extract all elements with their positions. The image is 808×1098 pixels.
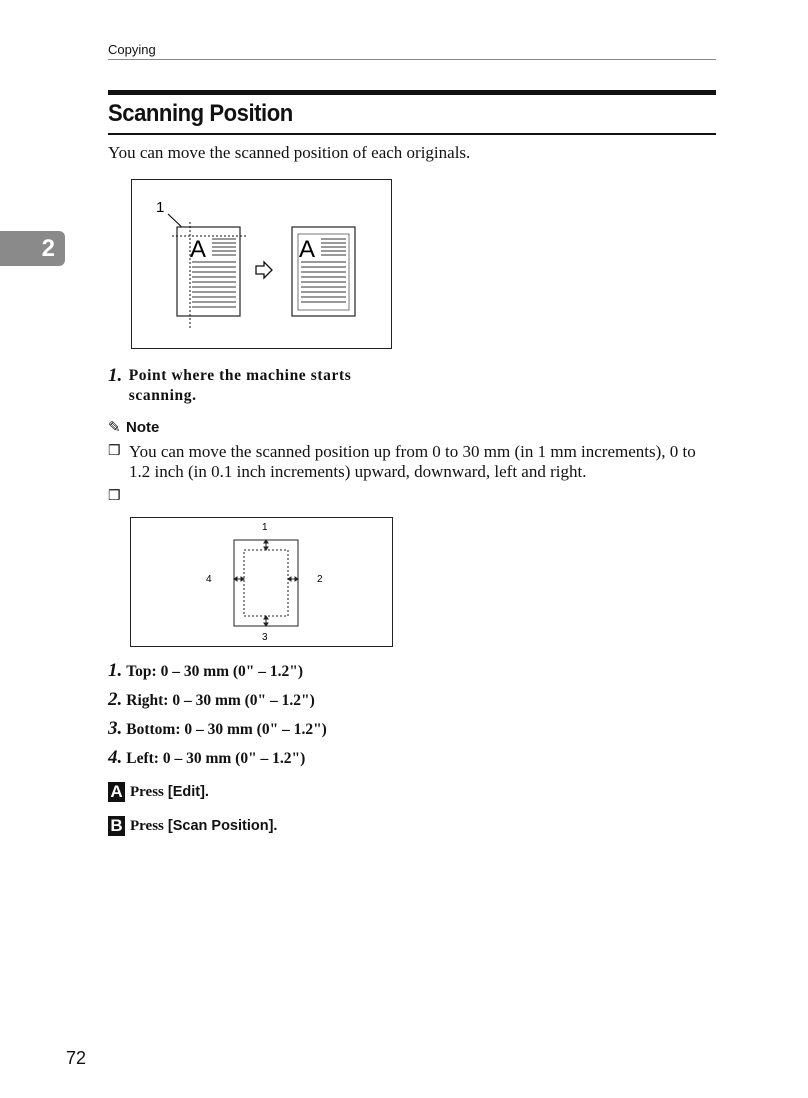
direction-text: Right: 0 – 30 mm (0" – 1.2") bbox=[126, 692, 315, 709]
result-letter: A bbox=[299, 236, 316, 263]
section-title-rule bbox=[108, 133, 716, 135]
page-number: 72 bbox=[66, 1048, 87, 1068]
direction-number: 1. bbox=[108, 660, 123, 681]
fig2-label-top: 1 bbox=[262, 522, 268, 533]
direction-number: 2. bbox=[108, 689, 123, 710]
callout-text: Point where the machine starts scanning. bbox=[128, 367, 352, 404]
callout-number: 1. bbox=[108, 365, 123, 386]
direction-item-right bbox=[108, 689, 315, 711]
direction-number: 4. bbox=[108, 747, 123, 768]
section-top-rule bbox=[108, 90, 716, 95]
scan-start-figure bbox=[131, 179, 392, 349]
scan-margin-figure bbox=[130, 517, 393, 647]
header-divider bbox=[108, 59, 716, 60]
note-heading-label: Note bbox=[126, 419, 160, 436]
direction-text: Top: 0 – 30 mm (0" – 1.2") bbox=[126, 663, 304, 680]
step-text: Press bbox=[130, 817, 164, 834]
right-arrow-icon bbox=[256, 262, 272, 278]
checkbox-bullet-icon: ❒ bbox=[108, 489, 121, 504]
note-item-2 bbox=[108, 488, 121, 505]
original-page bbox=[177, 227, 240, 316]
step-number-badge: A bbox=[108, 782, 125, 802]
step-1 bbox=[108, 782, 209, 802]
edit-key-label: [Edit]. bbox=[167, 784, 209, 800]
step-number-badge: B bbox=[108, 816, 125, 836]
running-header: Copying bbox=[108, 42, 156, 57]
fig2-label-right: 2 bbox=[317, 574, 323, 585]
direction-item-top bbox=[108, 660, 303, 682]
note-item-1-text: You can move the scanned position up from 0 to 30 mm (in 1 mm increments), 0 to 1.2 inch (in 0.1 inch increments) upward, downward, left and right. bbox=[129, 442, 696, 481]
direction-number: 3. bbox=[108, 718, 123, 739]
direction-text: Bottom: 0 – 30 mm (0" – 1.2") bbox=[126, 721, 327, 738]
note-item-1 bbox=[108, 442, 720, 482]
note-heading bbox=[108, 418, 159, 436]
direction-text: Left: 0 – 30 mm (0" – 1.2") bbox=[126, 750, 306, 767]
step-2 bbox=[108, 816, 277, 836]
fig2-label-bottom: 3 bbox=[262, 632, 268, 643]
pencil-icon: ✎ bbox=[108, 419, 121, 436]
original-letter: A bbox=[190, 236, 207, 263]
scan-position-key-label: [Scan Position]. bbox=[167, 818, 278, 834]
chapter-tab: 2 bbox=[0, 231, 65, 266]
figure1-callout bbox=[108, 366, 409, 406]
intro-text: You can move the scanned position of each originals. bbox=[108, 143, 471, 162]
fig1-label: 1 bbox=[156, 199, 165, 216]
direction-item-bottom bbox=[108, 718, 327, 740]
result-page bbox=[292, 227, 355, 316]
step-text: Press bbox=[130, 783, 164, 800]
fig2-label-left: 4 bbox=[206, 574, 212, 585]
checkbox-bullet-icon: ❒ bbox=[108, 444, 121, 459]
section-title: Scanning Position bbox=[108, 100, 293, 127]
direction-item-left bbox=[108, 747, 305, 769]
